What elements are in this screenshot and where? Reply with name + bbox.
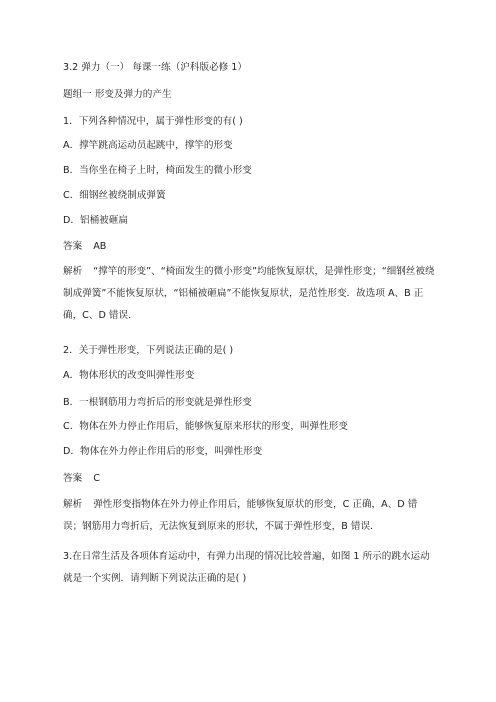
q2-analysis	[63, 494, 435, 538]
q2-option-b: B．一根钢筋用力弯折后的形变就是弹性形变	[63, 397, 252, 408]
section-heading: 题组一 形变及弹力的产生	[63, 89, 172, 100]
q3-stem: 3.在日常生活及各项体育运动中，有弹力出现的情况比较普遍，如图 1 所示的跳水运动就是一个实例．请判断下列说法正确的是( )	[63, 551, 430, 584]
analysis-label: 解析	[63, 266, 83, 277]
document-title: 3.2 弹力（一） 每课一练（沪科版必修 1）	[63, 62, 248, 73]
answer-label: 答案	[63, 241, 83, 252]
q1-answer	[63, 241, 106, 253]
q2-option-d: D．物体在外力停止作用后的形变，叫弹性形变	[63, 446, 263, 457]
q2-option-a: A．物体形状的改变叫弹性形变	[63, 370, 195, 381]
q2-stem: 2．关于弹性形变，下列说法正确的是( )	[63, 345, 234, 356]
q2-answer	[63, 473, 100, 485]
answer-value: AB	[93, 241, 107, 252]
q1-option-a: A．撑竿跳高运动员起跳中，撑竿的形变	[63, 140, 233, 151]
analysis-text: “撑竿的形变”、“椅面发生的微小形变”均能恢复原状，是弹性形变；“细钢丝被绕制成弹簧”不能恢复原状，“铝桶被砸扁”不能恢复原状，是范性形变．故选项 A、B 正确，C、D 错误．	[63, 266, 435, 321]
q2-option-c: C．物体在外力停止作用后，能够恢复原来形状的形变，叫弹性形变	[63, 421, 348, 432]
q1-option-c: C．细钢丝被绕制成弹簧	[63, 190, 166, 201]
q1-option-d: D．铝桶被砸扁	[63, 215, 128, 226]
q1-option-b: B．当你坐在椅子上时，椅面发生的微小形变	[63, 165, 252, 176]
analysis-text: 弹性形变指物体在外力停止作用后，能够恢复原状的形变，C 正确，A、D 错误；钢筋用力弯折后，无法恢复到原来的形状，不属于弹性形变，B 错误．	[63, 499, 418, 532]
answer-label: 答案	[63, 473, 83, 484]
q1-stem: 1．下列各种情况中，属于弹性形变的有( )	[63, 116, 243, 127]
answer-value: C	[93, 473, 100, 484]
q1-analysis	[63, 261, 435, 327]
analysis-label: 解析	[63, 499, 83, 510]
